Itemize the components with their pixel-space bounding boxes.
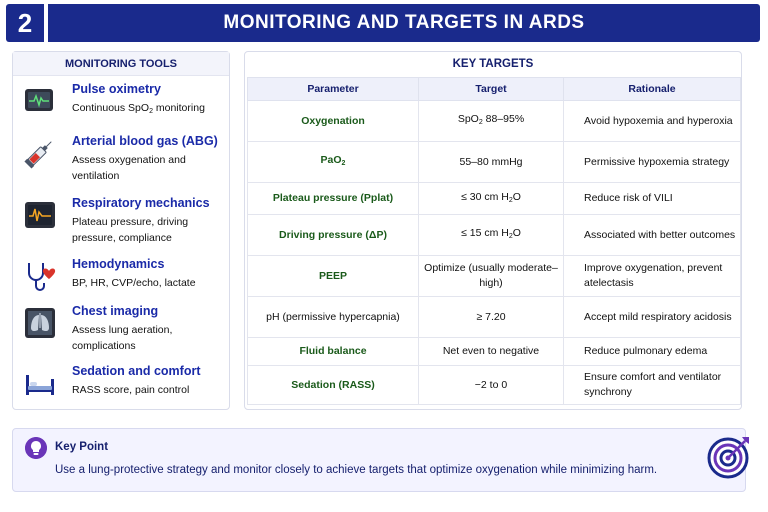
table-row [248, 215, 741, 256]
monitoring-tools-title: MONITORING TOOLS [13, 52, 229, 76]
rationale-cell: Associated with better outcomes [564, 215, 741, 256]
column-header: Parameter [248, 78, 419, 101]
lung-xray-icon [23, 306, 57, 340]
parameter-cell: pH (permissive hypercapnia) [248, 297, 419, 338]
key-targets-title: KEY TARGETS [452, 58, 534, 70]
tool-name: Arterial blood gas (ABG) [72, 134, 218, 148]
tool-name: Sedation and comfort [72, 364, 201, 378]
column-header: Target [419, 78, 564, 101]
rationale-cell: Avoid hypoxemia and hyperoxia [564, 101, 741, 142]
tool-description: Plateau pressure, driving pressure, compliance [72, 216, 189, 244]
rationale-cell: Reduce risk of VILI [564, 183, 741, 215]
target-cell: ≤ 30 cm $H_2O$ [419, 183, 564, 215]
pulse-oximeter-icon [23, 84, 57, 118]
rationale-cell: Improve oxygenation, prevent atelectasis [564, 256, 741, 297]
tool-description: Assess lung aeration, complications [72, 324, 173, 352]
rationale-cell: Ensure comfort and ventilator synchrony [564, 366, 741, 405]
table-row [248, 256, 741, 297]
table-row [248, 338, 741, 366]
key-targets-panel [244, 51, 742, 410]
column-header: Rationale [564, 78, 741, 101]
tool-name: Chest imaging [72, 304, 159, 318]
tool-name: Respiratory mechanics [72, 196, 210, 210]
target-cell: Net even to negative [419, 338, 564, 366]
tool-name: Hemodynamics [72, 257, 165, 271]
tool-description: BP, HR, CVP/echo, lactate [72, 277, 196, 289]
target-cell: 55–80 mmHg [419, 142, 564, 183]
monitoring-tools-panel [12, 51, 230, 410]
parameter-cell: Sedation (RASS) [248, 366, 419, 405]
key-point-title: Key Point [55, 441, 109, 453]
page-title: MONITORING AND TARGETS IN ARDS [223, 12, 585, 33]
table-row [248, 183, 741, 215]
target-cell: −2 to 0 [419, 366, 564, 405]
key-point-text: Use a lung-protective strategy and monitor closely to achieve targets that optimize oxygenation while minimizing harm. [55, 464, 658, 476]
section-number: 2 [17, 8, 33, 38]
target-cell: ≤ 15 cm $H_2O$ [419, 215, 564, 256]
section-header [6, 4, 760, 42]
rationale-cell: Reduce pulmonary edema [564, 338, 741, 366]
ventilator-monitor-icon [23, 198, 57, 232]
parameter-cell: Oxygenation [248, 101, 419, 142]
tool-description: Assess oxygenation and ventilation [72, 154, 186, 182]
rationale-cell: Permissive hypoxemia strategy [564, 142, 741, 183]
target-cell: ≥ 7.20 [419, 297, 564, 338]
parameter-cell: Fluid balance [248, 338, 419, 366]
syringe-icon [23, 136, 57, 170]
lightbulb-icon [25, 437, 47, 459]
table-row [248, 366, 741, 405]
table-header-row [248, 78, 741, 101]
parameter-cell: PEEP [248, 256, 419, 297]
tool-name: Pulse oximetry [72, 82, 161, 96]
target-cell: Optimize (usually moderate–high) [419, 256, 564, 297]
tool-description: RASS score, pain control [72, 384, 190, 396]
table-row [248, 101, 741, 142]
tool-description: Continuous SpO$_2$ monitoring [72, 102, 205, 115]
targets-table [247, 77, 741, 405]
table-row [248, 142, 741, 183]
target-dart-icon [707, 433, 753, 479]
parameter-cell: Plateau pressure (Pplat) [248, 183, 419, 215]
hospital-bed-icon [23, 366, 57, 400]
stethoscope-heart-icon [23, 259, 57, 293]
table-row [248, 297, 741, 338]
key-point-box [12, 428, 746, 492]
target-cell: SpO$_2$ 88–95% [419, 101, 564, 142]
parameter-cell: Driving pressure (ΔP) [248, 215, 419, 256]
rationale-cell: Accept mild respiratory acidosis [564, 297, 741, 338]
parameter-cell: PaO$_2$ [248, 142, 419, 183]
